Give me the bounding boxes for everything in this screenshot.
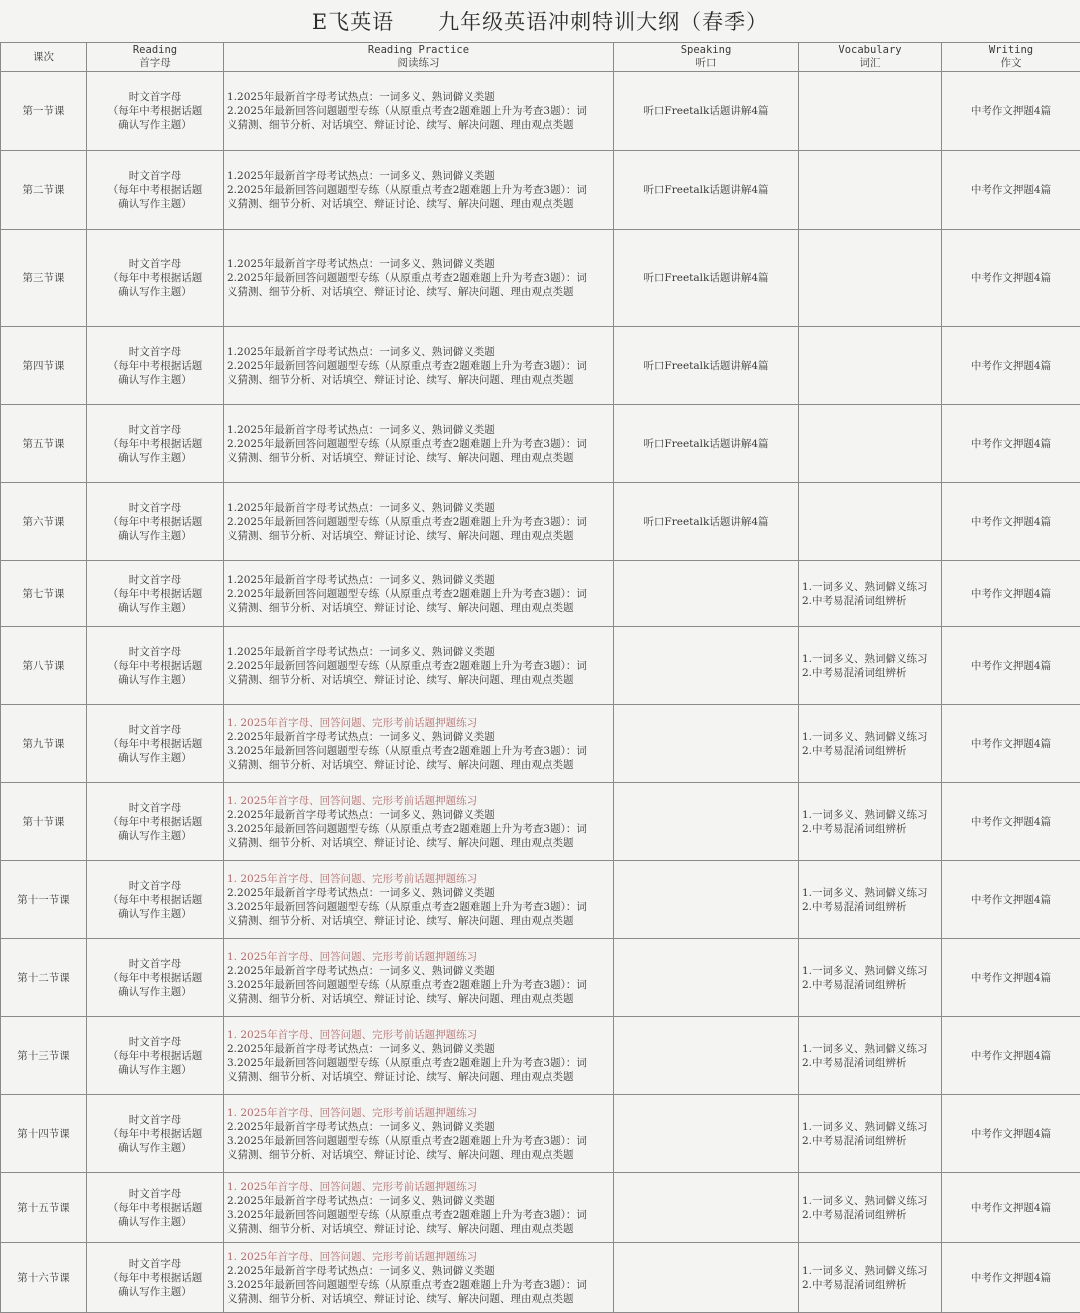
vocab-line: 2.中考易混淆词组辨析 [802, 744, 938, 758]
writing-cell: 中考作文押题4篇 [942, 151, 1080, 230]
practice-line: 1.2025年最新首字母考试热点：一词多义、熟词僻义类题 [227, 501, 610, 515]
practice-line: 义猜测、细节分析、对话填空、辩证讨论、续写、解决问题、理由观点类题 [227, 1148, 610, 1162]
speaking-cell: 听口Freetalk话题讲解4篇 [614, 405, 799, 483]
reading-practice-cell [224, 1173, 614, 1243]
practice-line: 义猜测、细节分析、对话填空、辩证讨论、续写、解决问题、理由观点类题 [227, 758, 610, 772]
speaking-cell: 听口Freetalk话题讲解4篇 [614, 72, 799, 151]
lesson-cell: 第十二节课 [1, 939, 87, 1017]
reading-practice-cell [224, 72, 614, 151]
reading-line: 时文首字母 [90, 723, 220, 737]
reading-cell [87, 1017, 224, 1095]
practice-line: 3.2025年最新回答问题题型专练（从原重点考查2题难题上升为考查3题）：词 [227, 1134, 610, 1148]
vocabulary-cell [799, 72, 942, 151]
vocabulary-cell [799, 230, 942, 327]
reading-line: 时文首字母 [90, 879, 220, 893]
reading-practice-cell [224, 405, 614, 483]
reading-line: 确认写作主题） [90, 529, 220, 543]
table-row [1, 1017, 1080, 1095]
reading-line: 确认写作主题） [90, 601, 220, 615]
reading-cell [87, 483, 224, 561]
vocab-line: 1.一词多义、熟词僻义练习 [802, 1042, 938, 1056]
reading-line: 确认写作主题） [90, 451, 220, 465]
reading-line: 时文首字母 [90, 501, 220, 515]
practice-line: 1.2025年最新首字母考试热点：一词多义、熟词僻义类题 [227, 90, 610, 104]
reading-line: （每年中考根据话题 [90, 359, 220, 373]
practice-line: 义猜测、细节分析、对话填空、辩证讨论、续写、解决问题、理由观点类题 [227, 451, 610, 465]
table-row [1, 939, 1080, 1017]
reading-line: 时文首字母 [90, 573, 220, 587]
speaking-cell [614, 1017, 799, 1095]
table-row [1, 1243, 1080, 1313]
reading-line: 确认写作主题） [90, 197, 220, 211]
reading-line: 确认写作主题） [90, 673, 220, 687]
vocabulary-cell [799, 783, 942, 861]
practice-line: 2.2025年最新回答问题题型专练（从原重点考查2题难题上升为考查3题）：词 [227, 437, 610, 451]
reading-practice-cell [224, 783, 614, 861]
reading-cell [87, 72, 224, 151]
lesson-cell: 第十六节课 [1, 1243, 87, 1313]
reading-cell [87, 627, 224, 705]
reading-line: （每年中考根据话题 [90, 815, 220, 829]
vocabulary-cell [799, 561, 942, 627]
practice-line: 2.2025年最新回答问题题型专练（从原重点考查2题难题上升为考查3题）：词 [227, 587, 610, 601]
lesson-cell: 第十四节课 [1, 1095, 87, 1173]
reading-line: （每年中考根据话题 [90, 1271, 220, 1285]
reading-line: 时文首字母 [90, 1035, 220, 1049]
page-title: E飞英语 九年级英语冲刺特训大纲（春季） [0, 0, 1080, 42]
reading-line: 确认写作主题） [90, 118, 220, 132]
lesson-cell: 第六节课 [1, 483, 87, 561]
practice-line: 1. 2025年首字母、回答问题、完形考前话题押题练习 [227, 1028, 610, 1042]
vocabulary-cell [799, 939, 942, 1017]
header-writing: Writing 作文 [942, 43, 1080, 72]
reading-cell [87, 561, 224, 627]
reading-line: 确认写作主题） [90, 829, 220, 843]
reading-line: （每年中考根据话题 [90, 271, 220, 285]
practice-line: 1. 2025年首字母、回答问题、完形考前话题押题练习 [227, 1106, 610, 1120]
table-row [1, 627, 1080, 705]
practice-line: 2.2025年最新首字母考试热点：一词多义、熟词僻义类题 [227, 1042, 610, 1056]
reading-line: 时文首字母 [90, 1187, 220, 1201]
vocab-line: 1.一词多义、熟词僻义练习 [802, 1120, 938, 1134]
practice-line: 2.2025年最新首字母考试热点：一词多义、熟词僻义类题 [227, 1120, 610, 1134]
practice-line: 3.2025年最新回答问题题型专练（从原重点考查2题难题上升为考查3题）：词 [227, 1056, 610, 1070]
reading-practice-cell [224, 939, 614, 1017]
vocab-line: 2.中考易混淆词组辨析 [802, 1208, 938, 1222]
speaking-cell [614, 783, 799, 861]
practice-line: 2.2025年最新回答问题题型专练（从原重点考查2题难题上升为考查3题）：词 [227, 359, 610, 373]
practice-line: 2.2025年最新回答问题题型专练（从原重点考查2题难题上升为考查3题）：词 [227, 183, 610, 197]
lesson-cell: 第四节课 [1, 327, 87, 405]
lesson-cell: 第十五节课 [1, 1173, 87, 1243]
reading-line: 确认写作主题） [90, 751, 220, 765]
reading-line: 确认写作主题） [90, 1285, 220, 1299]
vocab-line: 2.中考易混淆词组辨析 [802, 594, 938, 608]
table-row [1, 1173, 1080, 1243]
header-reading-practice: Reading Practice 阅读练习 [224, 43, 614, 72]
reading-line: 时文首字母 [90, 257, 220, 271]
lesson-cell: 第十节课 [1, 783, 87, 861]
practice-line: 义猜测、细节分析、对话填空、辩证讨论、续写、解决问题、理由观点类题 [227, 197, 610, 211]
practice-line: 义猜测、细节分析、对话填空、辩证讨论、续写、解决问题、理由观点类题 [227, 373, 610, 387]
practice-line: 义猜测、细节分析、对话填空、辩证讨论、续写、解决问题、理由观点类题 [227, 285, 610, 299]
practice-line: 2.2025年最新首字母考试热点：一词多义、熟词僻义类题 [227, 1194, 610, 1208]
speaking-cell [614, 627, 799, 705]
vocabulary-cell [799, 1017, 942, 1095]
reading-line: 时文首字母 [90, 801, 220, 815]
lesson-cell: 第七节课 [1, 561, 87, 627]
writing-cell: 中考作文押题4篇 [942, 1173, 1080, 1243]
vocabulary-cell [799, 705, 942, 783]
table-row [1, 783, 1080, 861]
reading-line: 确认写作主题） [90, 985, 220, 999]
vocabulary-cell [799, 1173, 942, 1243]
practice-line: 1. 2025年首字母、回答问题、完形考前话题押题练习 [227, 794, 610, 808]
practice-line: 义猜测、细节分析、对话填空、辩证讨论、续写、解决问题、理由观点类题 [227, 529, 610, 543]
vocab-line: 2.中考易混淆词组辨析 [802, 1134, 938, 1148]
writing-cell: 中考作文押题4篇 [942, 705, 1080, 783]
writing-cell: 中考作文押题4篇 [942, 327, 1080, 405]
speaking-cell: 听口Freetalk话题讲解4篇 [614, 483, 799, 561]
reading-line: （每年中考根据话题 [90, 971, 220, 985]
reading-practice-cell [224, 483, 614, 561]
practice-line: 1. 2025年首字母、回答问题、完形考前话题押题练习 [227, 950, 610, 964]
lesson-cell: 第三节课 [1, 230, 87, 327]
reading-line: 确认写作主题） [90, 907, 220, 921]
writing-cell: 中考作文押题4篇 [942, 939, 1080, 1017]
vocab-line: 1.一词多义、熟词僻义练习 [802, 1264, 938, 1278]
lesson-cell: 第五节课 [1, 405, 87, 483]
practice-line: 2.2025年最新回答问题题型专练（从原重点考查2题难题上升为考查3题）：词 [227, 104, 610, 118]
writing-cell: 中考作文押题4篇 [942, 72, 1080, 151]
practice-line: 义猜测、细节分析、对话填空、辩证讨论、续写、解决问题、理由观点类题 [227, 601, 610, 615]
practice-line: 1. 2025年首字母、回答问题、完形考前话题押题练习 [227, 1180, 610, 1194]
table-row [1, 705, 1080, 783]
practice-line: 3.2025年最新回答问题题型专练（从原重点考查2题难题上升为考查3题）：词 [227, 822, 610, 836]
reading-practice-cell [224, 705, 614, 783]
writing-cell: 中考作文押题4篇 [942, 1243, 1080, 1313]
practice-line: 义猜测、细节分析、对话填空、辩证讨论、续写、解决问题、理由观点类题 [227, 118, 610, 132]
practice-line: 2.2025年最新首字母考试热点：一词多义、熟词僻义类题 [227, 886, 610, 900]
speaking-cell [614, 705, 799, 783]
practice-line: 义猜测、细节分析、对话填空、辩证讨论、续写、解决问题、理由观点类题 [227, 1070, 610, 1084]
reading-cell [87, 705, 224, 783]
writing-cell: 中考作文押题4篇 [942, 230, 1080, 327]
vocab-line: 1.一词多义、熟词僻义练习 [802, 964, 938, 978]
practice-line: 2.2025年最新回答问题题型专练（从原重点考查2题难题上升为考查3题）：词 [227, 515, 610, 529]
table-row [1, 1095, 1080, 1173]
speaking-cell: 听口Freetalk话题讲解4篇 [614, 230, 799, 327]
header-lesson: 课次 [1, 43, 87, 72]
reading-line: （每年中考根据话题 [90, 104, 220, 118]
practice-line: 义猜测、细节分析、对话填空、辩证讨论、续写、解决问题、理由观点类题 [227, 1292, 610, 1306]
reading-line: （每年中考根据话题 [90, 587, 220, 601]
reading-line: 确认写作主题） [90, 1141, 220, 1155]
practice-line: 义猜测、细节分析、对话填空、辩证讨论、续写、解决问题、理由观点类题 [227, 1222, 610, 1236]
reading-practice-cell [224, 1017, 614, 1095]
practice-line: 义猜测、细节分析、对话填空、辩证讨论、续写、解决问题、理由观点类题 [227, 914, 610, 928]
vocabulary-cell [799, 483, 942, 561]
practice-line: 义猜测、细节分析、对话填空、辩证讨论、续写、解决问题、理由观点类题 [227, 836, 610, 850]
reading-line: （每年中考根据话题 [90, 1049, 220, 1063]
reading-line: （每年中考根据话题 [90, 659, 220, 673]
header-row [1, 43, 1080, 72]
practice-line: 1.2025年最新首字母考试热点：一词多义、熟词僻义类题 [227, 345, 610, 359]
lesson-cell: 第八节课 [1, 627, 87, 705]
reading-line: 时文首字母 [90, 345, 220, 359]
practice-line: 2.2025年最新首字母考试热点：一词多义、熟词僻义类题 [227, 964, 610, 978]
header-speaking: Speaking 听口 [614, 43, 799, 72]
reading-cell [87, 783, 224, 861]
practice-line: 1. 2025年首字母、回答问题、完形考前话题押题练习 [227, 716, 610, 730]
writing-cell: 中考作文押题4篇 [942, 627, 1080, 705]
practice-line: 1.2025年最新首字母考试热点：一词多义、熟词僻义类题 [227, 257, 610, 271]
practice-line: 3.2025年最新回答问题题型专练（从原重点考查2题难题上升为考查3题）：词 [227, 744, 610, 758]
writing-cell: 中考作文押题4篇 [942, 1017, 1080, 1095]
reading-line: （每年中考根据话题 [90, 183, 220, 197]
reading-line: 时文首字母 [90, 423, 220, 437]
reading-practice-cell [224, 861, 614, 939]
reading-practice-cell [224, 561, 614, 627]
reading-cell [87, 327, 224, 405]
vocab-line: 1.一词多义、熟词僻义练习 [802, 886, 938, 900]
vocab-line: 1.一词多义、熟词僻义练习 [802, 1194, 938, 1208]
practice-line: 3.2025年最新回答问题题型专练（从原重点考查2题难题上升为考查3题）：词 [227, 1278, 610, 1292]
vocabulary-cell [799, 1243, 942, 1313]
reading-cell [87, 405, 224, 483]
table-row [1, 483, 1080, 561]
practice-line: 2.2025年最新首字母考试热点：一词多义、熟词僻义类题 [227, 730, 610, 744]
reading-line: 时文首字母 [90, 957, 220, 971]
practice-line: 3.2025年最新回答问题题型专练（从原重点考查2题难题上升为考查3题）：词 [227, 978, 610, 992]
vocab-line: 2.中考易混淆词组辨析 [802, 978, 938, 992]
vocab-line: 2.中考易混淆词组辨析 [802, 1056, 938, 1070]
reading-cell [87, 230, 224, 327]
reading-practice-cell [224, 1095, 614, 1173]
vocabulary-cell [799, 327, 942, 405]
practice-line: 3.2025年最新回答问题题型专练（从原重点考查2题难题上升为考查3题）：词 [227, 900, 610, 914]
practice-line: 义猜测、细节分析、对话填空、辩证讨论、续写、解决问题、理由观点类题 [227, 992, 610, 1006]
speaking-cell [614, 861, 799, 939]
speaking-cell [614, 939, 799, 1017]
practice-line: 2.2025年最新首字母考试热点：一词多义、熟词僻义类题 [227, 808, 610, 822]
reading-practice-cell [224, 1243, 614, 1313]
practice-line: 3.2025年最新回答问题题型专练（从原重点考查2题难题上升为考查3题）：词 [227, 1208, 610, 1222]
reading-line: 确认写作主题） [90, 285, 220, 299]
practice-line: 1.2025年最新首字母考试热点：一词多义、熟词僻义类题 [227, 169, 610, 183]
reading-line: （每年中考根据话题 [90, 893, 220, 907]
syllabus-table [0, 42, 1080, 1313]
reading-practice-cell [224, 627, 614, 705]
reading-practice-cell [224, 327, 614, 405]
reading-line: 时文首字母 [90, 1113, 220, 1127]
reading-cell [87, 1173, 224, 1243]
header-vocabulary: Vocabulary 词汇 [799, 43, 942, 72]
lesson-cell: 第二节课 [1, 151, 87, 230]
reading-line: 确认写作主题） [90, 1215, 220, 1229]
practice-line: 1. 2025年首字母、回答问题、完形考前话题押题练习 [227, 1250, 610, 1264]
reading-line: 确认写作主题） [90, 1063, 220, 1077]
vocab-line: 2.中考易混淆词组辨析 [802, 822, 938, 836]
vocabulary-cell [799, 861, 942, 939]
speaking-cell: 听口Freetalk话题讲解4篇 [614, 151, 799, 230]
practice-line: 2.2025年最新首字母考试热点：一词多义、熟词僻义类题 [227, 1264, 610, 1278]
table-row [1, 72, 1080, 151]
reading-line: （每年中考根据话题 [90, 437, 220, 451]
vocab-line: 1.一词多义、熟词僻义练习 [802, 808, 938, 822]
speaking-cell [614, 1243, 799, 1313]
speaking-cell [614, 561, 799, 627]
lesson-cell: 第一节课 [1, 72, 87, 151]
lesson-cell: 第九节课 [1, 705, 87, 783]
reading-line: （每年中考根据话题 [90, 737, 220, 751]
practice-line: 义猜测、细节分析、对话填空、辩证讨论、续写、解决问题、理由观点类题 [227, 673, 610, 687]
vocab-line: 1.一词多义、熟词僻义练习 [802, 730, 938, 744]
vocabulary-cell [799, 405, 942, 483]
reading-cell [87, 1243, 224, 1313]
reading-cell [87, 939, 224, 1017]
reading-line: 时文首字母 [90, 1257, 220, 1271]
reading-line: （每年中考根据话题 [90, 1201, 220, 1215]
speaking-cell [614, 1095, 799, 1173]
vocab-line: 1.一词多义、熟词僻义练习 [802, 580, 938, 594]
vocabulary-cell [799, 1095, 942, 1173]
reading-line: （每年中考根据话题 [90, 1127, 220, 1141]
table-row [1, 151, 1080, 230]
writing-cell: 中考作文押题4篇 [942, 783, 1080, 861]
lesson-cell: 第十三节课 [1, 1017, 87, 1095]
table-row [1, 327, 1080, 405]
vocab-line: 2.中考易混淆词组辨析 [802, 900, 938, 914]
table-row [1, 405, 1080, 483]
practice-line: 1.2025年最新首字母考试热点：一词多义、熟词僻义类题 [227, 645, 610, 659]
writing-cell: 中考作文押题4篇 [942, 561, 1080, 627]
table-row [1, 230, 1080, 327]
practice-line: 2.2025年最新回答问题题型专练（从原重点考查2题难题上升为考查3题）：词 [227, 271, 610, 285]
reading-cell [87, 861, 224, 939]
practice-line: 1.2025年最新首字母考试热点：一词多义、熟词僻义类题 [227, 573, 610, 587]
practice-line: 2.2025年最新回答问题题型专练（从原重点考查2题难题上升为考查3题）：词 [227, 659, 610, 673]
header-reading: Reading 首字母 [87, 43, 224, 72]
writing-cell: 中考作文押题4篇 [942, 861, 1080, 939]
reading-cell [87, 151, 224, 230]
writing-cell: 中考作文押题4篇 [942, 483, 1080, 561]
reading-cell [87, 1095, 224, 1173]
writing-cell: 中考作文押题4篇 [942, 405, 1080, 483]
reading-line: 时文首字母 [90, 645, 220, 659]
reading-practice-cell [224, 230, 614, 327]
reading-line: 时文首字母 [90, 169, 220, 183]
reading-line: 时文首字母 [90, 90, 220, 104]
vocab-line: 1.一词多义、熟词僻义练习 [802, 652, 938, 666]
vocabulary-cell [799, 627, 942, 705]
speaking-cell: 听口Freetalk话题讲解4篇 [614, 327, 799, 405]
reading-line: （每年中考根据话题 [90, 515, 220, 529]
speaking-cell [614, 1173, 799, 1243]
writing-cell: 中考作文押题4篇 [942, 1095, 1080, 1173]
reading-practice-cell [224, 151, 614, 230]
practice-line: 1.2025年最新首字母考试热点：一词多义、熟词僻义类题 [227, 423, 610, 437]
vocabulary-cell [799, 151, 942, 230]
practice-line: 1. 2025年首字母、回答问题、完形考前话题押题练习 [227, 872, 610, 886]
vocab-line: 2.中考易混淆词组辨析 [802, 666, 938, 680]
lesson-cell: 第十一节课 [1, 861, 87, 939]
vocab-line: 2.中考易混淆词组辨析 [802, 1278, 938, 1292]
table-row [1, 861, 1080, 939]
table-row [1, 561, 1080, 627]
reading-line: 确认写作主题） [90, 373, 220, 387]
